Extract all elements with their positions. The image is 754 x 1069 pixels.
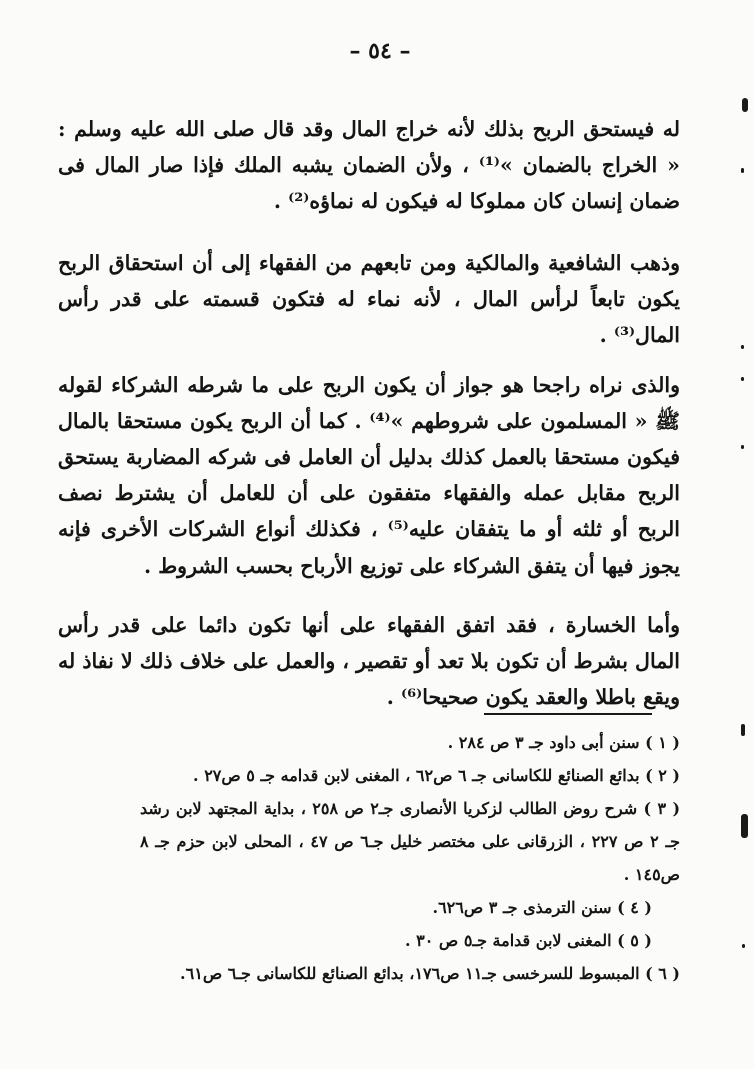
paragraph-shafii-maliki-view: وذهب الشافعية والمالكية ومن تابعهم من الفقهاء إلى أن استحقاق الربح يكون تابعاً لرأس المال ، لأنه نماء له فتكون قسمته على قدر رأس المال⁽³⁾ . bbox=[58, 250, 680, 347]
footnote-6: ( ٦ ) المبسوط للسرخسى جـ١١ ص١٧٦، بدائع الصنائع للكاسانى جـ٦ ص٦١. bbox=[180, 964, 680, 983]
scan-mark bbox=[742, 944, 745, 948]
paragraph-profit-entitlement: له فيستحق الربح بذلك لأنه خراج المال وقد قال صلى الله عليه وسلم : « الخراج بالضمان »⁽¹⁾ ، ولأن الضمان يشبه الملك فإذا صار المال فى ضمان إنسان كان مملوكا له فيكون له نماؤه⁽²⁾ . bbox=[58, 116, 680, 213]
scan-mark bbox=[741, 377, 744, 381]
footnote-4: ( ٤ ) سنن الترمذى جـ ٣ ص٦٢٦. bbox=[432, 898, 652, 917]
footnote-divider bbox=[484, 713, 652, 715]
scan-mark bbox=[742, 98, 748, 112]
scan-mark bbox=[741, 445, 744, 449]
footnotes-list bbox=[140, 726, 680, 990]
footnote-5: ( ٥ ) المغنى لابن قدامة جـ٥ ص ٣٠ . bbox=[405, 931, 652, 950]
paragraph-loss: وأما الخسارة ، فقد اتفق الفقهاء على أنها تكون دائما على قدر رأس المال بشرط أن تكون بلا تعد أو تقصير ، والعمل على خلاف ذلك لا نفاذ له ويقع باطلا والعقد يكون صحيحا⁽⁶⁾ . bbox=[58, 612, 680, 709]
scan-mark bbox=[741, 724, 745, 736]
scan-mark bbox=[741, 814, 748, 838]
scan-mark bbox=[741, 345, 744, 349]
footnote-3: ( ٣ ) شرح روض الطالب لزكريا الأنصارى جـ٢ ص ٢٥٨ ، بداية المجتهد لابن رشد جـ ٢ ص ٢٢٧ ، الزرقانى على مختصر خليل جـ٦ ص ٤٧ ، المحلى لابن حزم جـ ٨ ص١٤٥ . bbox=[140, 799, 681, 884]
page-number: – ٥٤ – bbox=[349, 38, 411, 64]
footnote-2: ( ٢ ) بدائع الصنائع للكاسانى جـ ٦ ص٦٢ ، المغنى لابن قدامه جـ ٥ ص٢٧ . bbox=[193, 766, 680, 785]
paragraph-preferred-view: والذى نراه راجحا هو جواز أن يكون الربح على ما شرطه الشركاء لقوله ﷺ « المسلمون على شروطهم »⁽⁴⁾ . كما أن الربح يكون مستحقا بالمال فيكون مستحقا بالعمل كذلك بدليل أن العامل فى شركه المضاربة يستحق الربح مقابل عمله والفقهاء متفقون على أن للعامل أن يشترط نصف الربح أو ثلثه أو ما يتفقان عليه⁽⁵⁾ ، فكذلك أنواع الشركات الأخرى فإنه يجوز فيها أن يتفق الشركاء على توزيع الأرباح بحسب الشروط . bbox=[58, 372, 680, 578]
scan-mark bbox=[741, 168, 744, 173]
footnote-1: ( ١ ) سنن أبى داود جـ ٣ ص ٢٨٤ . bbox=[447, 733, 680, 752]
